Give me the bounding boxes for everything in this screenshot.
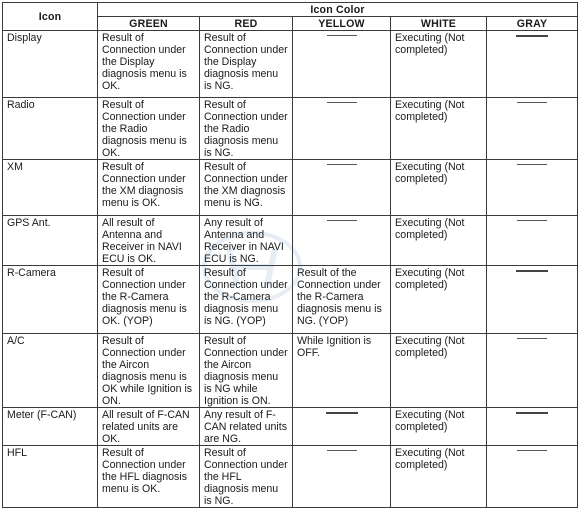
dash-mark: [327, 220, 357, 221]
cell-gray: [487, 446, 578, 508]
dash-mark: [517, 164, 547, 165]
cell-yellow: [293, 446, 391, 508]
header-icon-color: Icon Color: [98, 3, 578, 17]
cell-red: Any result of Antenna and Receiver in NAVI ECU is NG.: [200, 216, 293, 266]
table-row: [3, 98, 578, 160]
cell-white: Executing (Not completed): [391, 216, 487, 266]
dash-mark: [326, 412, 358, 414]
cell-green: All result of F-CAN related units are OK.: [98, 408, 200, 446]
cell-gray: [487, 160, 578, 216]
cell-gray: [487, 408, 578, 446]
header-red: RED: [200, 17, 293, 31]
cell-white: Executing (Not completed): [391, 266, 487, 334]
cell-gray: [487, 216, 578, 266]
dash-mark: [517, 338, 547, 339]
cell-icon: GPS Ant.: [3, 216, 98, 266]
cell-red: Any result of F-CAN related units are NG.: [200, 408, 293, 446]
cell-white: Executing (Not completed): [391, 160, 487, 216]
cell-icon: R-Camera: [3, 266, 98, 334]
cell-green: Result of Connection under the Display diagnosis menu is OK.: [98, 31, 200, 98]
cell-yellow: While Ignition is OFF.: [293, 334, 391, 408]
cell-green: Result of Connection under the Aircon diagnosis menu is OK while Ignition is ON.: [98, 334, 200, 408]
dash-mark: [327, 164, 357, 165]
cell-yellow: [293, 408, 391, 446]
cell-green: Result of Connection under the R-Camera diagnosis menu is OK. (YOP): [98, 266, 200, 334]
dash-mark: [516, 412, 548, 414]
cell-green: Result of Connection under the HFL diagnosis menu is OK.: [98, 446, 200, 508]
header-green: GREEN: [98, 17, 200, 31]
header-icon: Icon: [3, 3, 98, 31]
dash-mark: [517, 220, 547, 221]
cell-icon: Meter (F-CAN): [3, 408, 98, 446]
cell-white: Executing (Not completed): [391, 446, 487, 508]
cell-white: Executing (Not completed): [391, 408, 487, 446]
dash-mark: [517, 102, 547, 103]
cell-white: Executing (Not completed): [391, 334, 487, 408]
cell-icon: Radio: [3, 98, 98, 160]
cell-yellow: Result of the Connection under the R-Camera diagnosis menu is NG. (YOP): [293, 266, 391, 334]
cell-white: Executing (Not completed): [391, 31, 487, 98]
table-row: [3, 160, 578, 216]
header-gray: GRAY: [487, 17, 578, 31]
table-row: [3, 334, 578, 408]
header-yellow: YELLOW: [293, 17, 391, 31]
cell-gray: [487, 334, 578, 408]
table-row: [3, 446, 578, 508]
cell-icon: HFL: [3, 446, 98, 508]
cell-green: All result of Antenna and Receiver in NAVI ECU is OK.: [98, 216, 200, 266]
cell-red: Result of Connection under the R-Camera diagnosis menu is NG. (YOP): [200, 266, 293, 334]
cell-green: Result of Connection under the Radio diagnosis menu is OK.: [98, 98, 200, 160]
cell-red: Result of Connection under the HFL diagnosis menu is NG.: [200, 446, 293, 508]
cell-yellow: [293, 98, 391, 160]
cell-green: Result of Connection under the XM diagnosis menu is OK.: [98, 160, 200, 216]
cell-yellow: [293, 216, 391, 266]
cell-red: Result of Connection under the XM diagnosis menu is NG.: [200, 160, 293, 216]
cell-icon: A/C: [3, 334, 98, 408]
cell-red: Result of Connection under the Radio diagnosis menu is NG.: [200, 98, 293, 160]
icon-color-table-page: [2, 2, 577, 508]
dash-mark: [516, 35, 548, 37]
cell-icon: Display: [3, 31, 98, 98]
cell-gray: [487, 266, 578, 334]
dash-mark: [516, 270, 548, 272]
cell-gray: [487, 98, 578, 160]
dash-mark: [517, 450, 547, 451]
header-row-top: [3, 3, 578, 17]
brand-watermark-icon: [197, 227, 307, 307]
dash-mark: [327, 102, 357, 103]
table-row: [3, 31, 578, 98]
dash-mark: [327, 450, 357, 451]
cell-yellow: [293, 31, 391, 98]
cell-white: Executing (Not completed): [391, 98, 487, 160]
cell-red: Result of Connection under the Display diagnosis menu is NG.: [200, 31, 293, 98]
cell-icon: XM: [3, 160, 98, 216]
cell-gray: [487, 31, 578, 98]
cell-red: Result of Connection under the Aircon diagnosis menu is NG while Ignition is ON.: [200, 334, 293, 408]
dash-mark: [327, 35, 357, 36]
cell-yellow: [293, 160, 391, 216]
table-row: [3, 408, 578, 446]
header-white: WHITE: [391, 17, 487, 31]
